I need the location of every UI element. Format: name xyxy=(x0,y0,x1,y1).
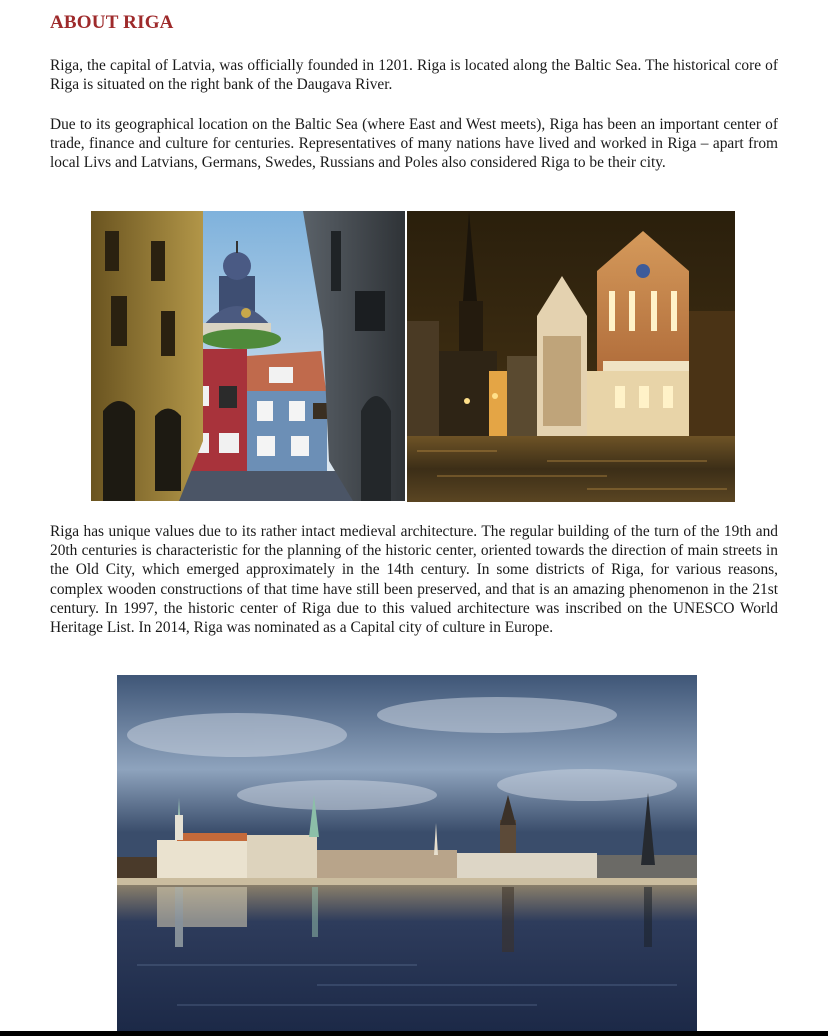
paragraph-architecture: Riga has unique values due to its rather intact medieval architecture. The regular building of the turn of the 19th and 20th centuries is characteristic for the planning of the historic center, oriented towards the direction of main streets in the Old City, which emerged approximately in the 14th century. In some districts of Riga, for various reasons, complex wooden constructions of that time have still been preserved, and that is an amazing phenomenon in the 21st century. In 1997, the historic center of Riga due to this valued architecture was inscribed on the UNESCO World Heritage List. In 2014, Riga was nominated as a Capital city of culture in Europe. xyxy=(50,523,778,637)
page-title: ABOUT RIGA xyxy=(50,12,174,33)
riga-skyline-river-photo xyxy=(117,675,697,1031)
house-of-blackheads-night-photo xyxy=(407,211,735,502)
bottom-edge-bar xyxy=(0,1031,828,1036)
paragraph-trade-history: Due to its geographical location on the Baltic Sea (where East and West meets), Riga has been an important center of trade, finance and culture for centuries. Representatives of many nations have lived and worked in Riga – apart from local Livs and Latvians, Germans, Swedes, Russians and Poles also considered Riga to be their city. xyxy=(50,116,778,172)
paragraph-intro: Riga, the capital of Latvia, was officially founded in 1201. Riga is located along the Baltic Sea. The historical core of Riga is situated on the right bank of the Daugava River. xyxy=(50,57,778,94)
old-town-street-photo xyxy=(91,211,405,501)
